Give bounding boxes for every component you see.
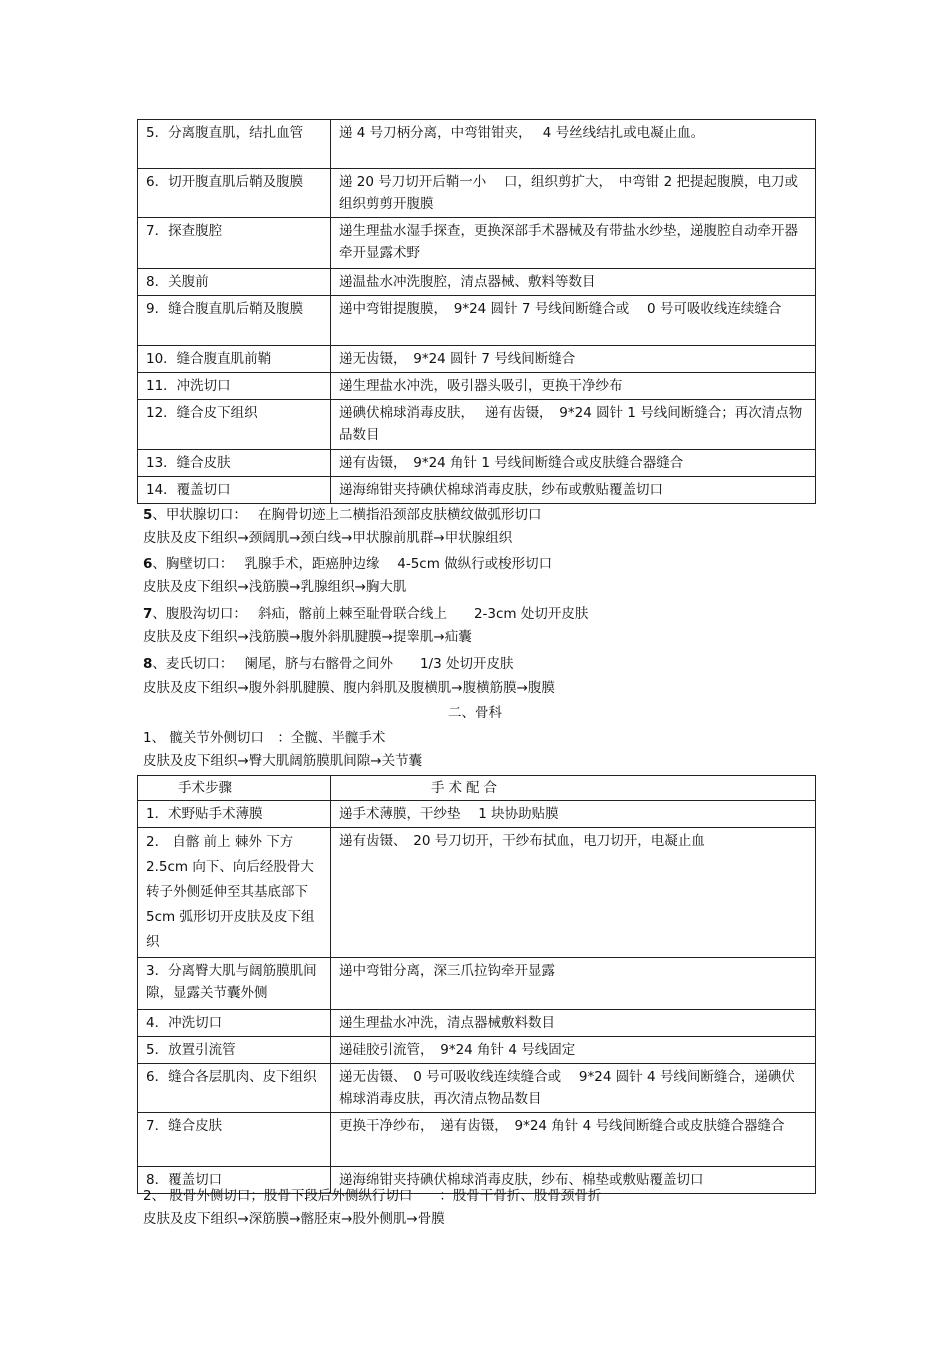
ortho-incision-title: 1、 髋关节外侧切口 ：全髋、半髋手术 (143, 730, 386, 746)
incision-path: 皮肤及皮下组织→浅筋膜→腹外斜肌腱膜→提睾肌→疝囊 (143, 629, 472, 645)
step-cell: 9．缝合腹直肌后鞘及腹膜 (138, 296, 331, 346)
incision-number: 6 (143, 556, 153, 572)
table-row (138, 801, 816, 828)
table-row (138, 1010, 816, 1037)
incision-title-text: 、麦氏切口： 阑尾，脐与右髂骨之间外 1/3 处切开皮肤 (152, 656, 514, 672)
action-cell: 递生理盐水冲洗，清点器械敷料数目 (331, 1010, 816, 1037)
incision-path: 皮肤及皮下组织→浅筋膜→乳腺组织→胸大肌 (143, 579, 407, 595)
incision-path: 皮肤及皮下组织→腹外斜肌腱膜、腹内斜肌及腹横肌→腹横筋膜→腹膜 (143, 680, 555, 696)
step-cell: 7．探查腹腔 (138, 218, 331, 269)
table-row (138, 1064, 816, 1113)
table-row (138, 296, 816, 346)
table-row (138, 169, 816, 218)
incision-title (143, 505, 541, 525)
table-row (138, 120, 816, 169)
surgery-steps-table-hip (137, 775, 816, 1194)
action-cell: 递有齿镊、 20 号刀切开，干纱布拭血，电刀切开，电凝止血 (331, 828, 816, 958)
action-cell: 递有齿镊， 9*24 角针 1 号线间断缝合或皮肤缝合器缝合 (331, 450, 816, 477)
step-cell: 11．冲洗切口 (138, 373, 331, 400)
action-cell: 递温盐水冲洗腹腔，清点器械、敷料等数目 (331, 269, 816, 296)
step-cell: 14．覆盖切口 (138, 477, 331, 504)
action-cell: 递海绵钳夹持碘伏棉球消毒皮肤，纱布或敷贴覆盖切口 (331, 477, 816, 504)
table-row (138, 958, 816, 1010)
step-cell: 4．冲洗切口 (138, 1010, 331, 1037)
column-header-steps: 手术步骤 (138, 776, 331, 801)
ortho-incision-path: 皮肤及皮下组织→深筋膜→髂胫束→股外侧肌→骨膜 (143, 1211, 445, 1227)
step-cell: 13．缝合皮肤 (138, 450, 331, 477)
incision-title (143, 604, 588, 624)
step-cell: 8．覆盖切口 (138, 1167, 331, 1194)
incision-title (143, 554, 552, 574)
incision-title-text: 、腹股沟切口： 斜疝，髂前上棘至耻骨联合线上 2-3cm 处切开皮肤 (152, 606, 589, 622)
ortho-incision-title: 2、 股骨外侧切口；股骨下段后外侧纵行切口 ：股骨干骨折、股骨颈骨折 (143, 1188, 602, 1204)
action-cell: 递无齿镊， 9*24 圆针 7 号线间断缝合 (331, 346, 816, 373)
action-cell: 递无齿镊、 0 号可吸收线连续缝合或 9*24 圆针 4 号线间断缝合，递碘伏棉球消毒皮肤，再次清点物品数目 (331, 1064, 816, 1113)
step-cell: 7．缝合皮肤 (138, 1113, 331, 1167)
table-row (138, 400, 816, 450)
step-cell: 5．分离腹直肌，结扎血管 (138, 120, 331, 169)
section-title: 二、骨科 (448, 705, 502, 721)
incision-path: 皮肤及皮下组织→颈阔肌→颈白线→甲状腺前肌群→甲状腺组织 (143, 530, 513, 546)
action-cell: 递硅胶引流管， 9*24 角针 4 号线固定 (331, 1037, 816, 1064)
ortho-incision-path: 皮肤及皮下组织→臀大肌阔筋膜肌间隙→关节囊 (143, 753, 423, 769)
table-row (138, 450, 816, 477)
action-cell: 更换干净纱布， 递有齿镊， 9*24 角针 4 号线间断缝合或皮肤缝合器缝合 (331, 1113, 816, 1167)
column-header-cooperation: 手术配合 (331, 776, 816, 801)
step-cell: 2． 自髂 前上 棘外 下方 2.5cm 向下、向后经股骨大转子外侧延伸至其基底部下 5cm 弧形切开皮肤及皮下组织 (138, 828, 331, 958)
step-cell: 5．放置引流管 (138, 1037, 331, 1064)
table-row (138, 373, 816, 400)
table-row (138, 1113, 816, 1167)
step-cell: 12．缝合皮下组织 (138, 400, 331, 450)
incision-number: 7 (143, 606, 153, 622)
table-row (138, 477, 816, 504)
table-header-row (138, 776, 816, 801)
step-cell: 6．切开腹直肌后鞘及腹膜 (138, 169, 331, 218)
table-row (138, 218, 816, 269)
action-cell: 递 20 号刀切开后鞘一小 口，组织剪扩大， 中弯钳 2 把提起腹膜，电刀或组织剪剪开腹膜 (331, 169, 816, 218)
incision-title-text: 、胸壁切口： 乳腺手术，距癌肿边缘 4-5cm 做纵行或梭形切口 (152, 556, 553, 572)
action-cell: 递中弯钳分离，深三爪拉钩牵开显露 (331, 958, 816, 1010)
action-cell: 递手术薄膜，干纱垫 1 块协助贴膜 (331, 801, 816, 828)
incision-title-text: 、甲状腺切口： 在胸骨切迹上二横指沿颈部皮肤横纹做弧形切口 (152, 507, 542, 523)
action-cell: 递海绵钳夹持碘伏棉球消毒皮肤，纱布、棉垫或敷贴覆盖切口 (331, 1167, 816, 1194)
incision-number: 5 (143, 507, 153, 523)
action-cell: 递中弯钳提腹膜， 9*24 圆针 7 号线间断缝合或 0 号可吸收线连续缝合 (331, 296, 816, 346)
table-row (138, 1037, 816, 1064)
incision-title (143, 654, 513, 674)
action-cell: 递碘伏棉球消毒皮肤， 递有齿镊， 9*24 圆针 1 号线间断缝合；再次清点物品数目 (331, 400, 816, 450)
step-cell: 3．分离臀大肌与阔筋膜肌间隙，显露关节囊外侧 (138, 958, 331, 1010)
action-cell: 递生理盐水湿手探查，更换深部手术器械及有带盐水纱垫，递腹腔自动牵开器牵开显露术野 (331, 218, 816, 269)
step-cell: 10．缝合腹直肌前鞘 (138, 346, 331, 373)
table-row (138, 269, 816, 296)
incision-number: 8 (143, 656, 153, 672)
table-row (138, 828, 816, 958)
table-row (138, 346, 816, 373)
action-cell: 递 4 号刀柄分离，中弯钳钳夹， 4 号丝线结扎或电凝止血。 (331, 120, 816, 169)
step-cell: 8．关腹前 (138, 269, 331, 296)
action-cell: 递生理盐水冲洗，吸引器头吸引，更换干净纱布 (331, 373, 816, 400)
surgery-steps-table-abdomen (137, 119, 816, 504)
step-cell: 6．缝合各层肌肉、皮下组织 (138, 1064, 331, 1113)
step-cell: 1．术野贴手术薄膜 (138, 801, 331, 828)
